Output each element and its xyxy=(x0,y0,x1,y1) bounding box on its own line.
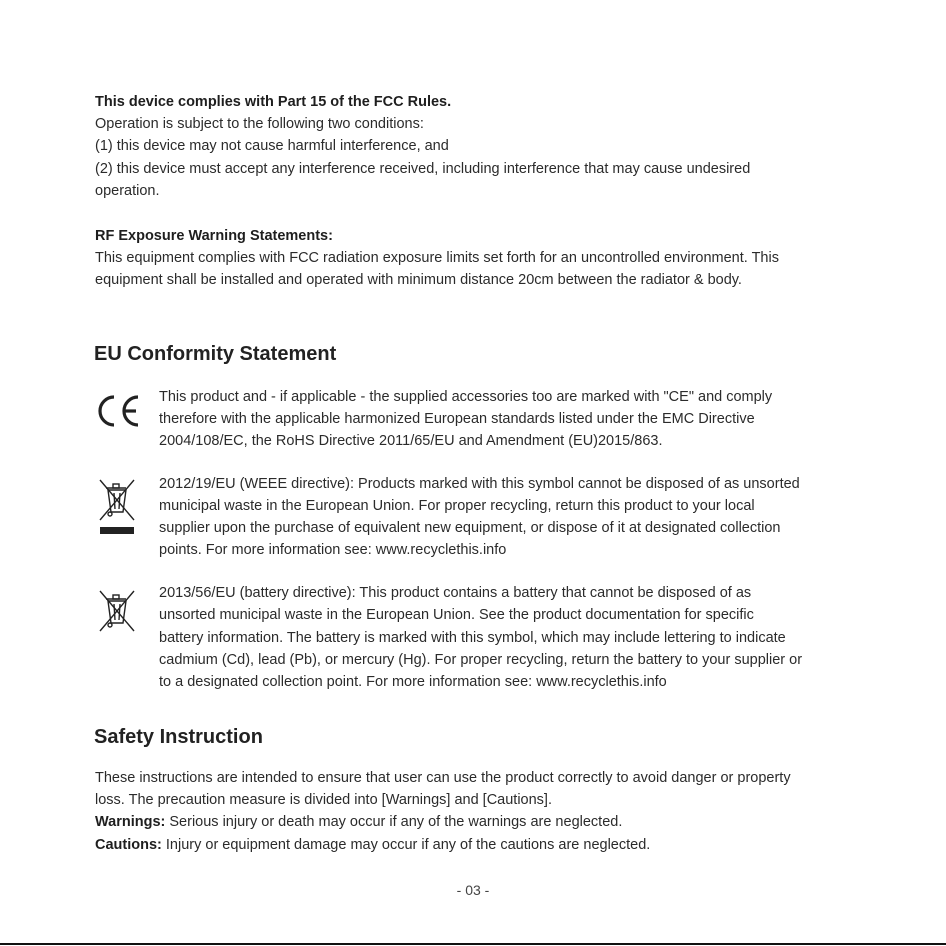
ce-mark-icon xyxy=(94,393,142,429)
weee-line-1: 2012/19/EU (WEEE directive): Products marked with this symbol cannot be disposed of as unsorted xyxy=(159,476,800,492)
warnings-label: Warnings: xyxy=(95,814,166,830)
cautions-line xyxy=(95,834,650,856)
ce-line-2: therefore with the applicable harmonized European standards listed under the EMC Directive xyxy=(159,411,755,427)
ce-mark-text: CE xyxy=(94,393,96,394)
crossed-bin-icon xyxy=(96,589,138,635)
ce-line-1: This product and - if applicable - the supplied accessories too are marked with "CE" and comply xyxy=(159,389,773,405)
page-number: - 03 - xyxy=(456,882,490,898)
battery-line-2: unsorted municipal waste in the European Union. See the product documentation for specific xyxy=(159,607,754,623)
crossed-bin-icon xyxy=(96,478,138,536)
weee-line-2: municipal waste in the European Union. For proper recycling, return this product to your local xyxy=(159,498,755,514)
safety-line-2: loss. The precaution measure is divided into [Warnings] and [Cautions]. xyxy=(95,792,552,808)
weee-line-3: supplier upon the purchase of equivalent new equipment, or dispose of it at designated collection xyxy=(159,520,781,536)
ce-line-3: 2004/108/EC, the RoHS Directive 2011/65/EU and Amendment (EU)2015/863. xyxy=(159,433,663,449)
battery-line-1: 2013/56/EU (battery directive): This product contains a battery that cannot be disposed of as xyxy=(159,585,752,601)
fcc-line-3: (2) this device must accept any interference received, including interference that may cause undesired xyxy=(95,161,751,177)
fcc-title: This device complies with Part 15 of the FCC Rules. xyxy=(95,94,452,110)
bottom-rule xyxy=(0,943,946,945)
eu-heading: EU Conformity Statement xyxy=(94,343,337,365)
battery-line-3: battery information. The battery is marked with this symbol, which may include lettering to indicate xyxy=(159,630,786,646)
safety-line-1: These instructions are intended to ensure that user can use the product correctly to avoid danger or property xyxy=(95,770,791,786)
warnings-line xyxy=(95,811,622,833)
warnings-text: Serious injury or death may occur if any of the warnings are neglected. xyxy=(165,814,623,830)
rf-line-2: equipment shall be installed and operated with minimum distance 20cm between the radiator & body. xyxy=(95,272,742,288)
fcc-line-2: (1) this device may not cause harmful interference, and xyxy=(95,138,449,154)
fcc-line-1: Operation is subject to the following two conditions: xyxy=(95,116,424,132)
rf-title: RF Exposure Warning Statements: xyxy=(95,228,333,244)
weee-line-4: points. For more information see: www.recyclethis.info xyxy=(159,542,507,558)
battery-line-5: to a designated collection point. For more information see: www.recyclethis.info xyxy=(159,674,667,690)
safety-heading: Safety Instruction xyxy=(94,726,263,748)
cautions-text: Injury or equipment damage may occur if any of the cautions are neglected. xyxy=(161,837,651,853)
rf-line-1: This equipment complies with FCC radiation exposure limits set forth for an uncontrolled environment. This xyxy=(95,250,779,266)
battery-line-4: cadmium (Cd), lead (Pb), or mercury (Hg). For proper recycling, return the battery to your supplier or xyxy=(159,652,803,668)
cautions-label: Cautions: xyxy=(95,837,162,853)
fcc-line-4: operation. xyxy=(95,183,160,199)
